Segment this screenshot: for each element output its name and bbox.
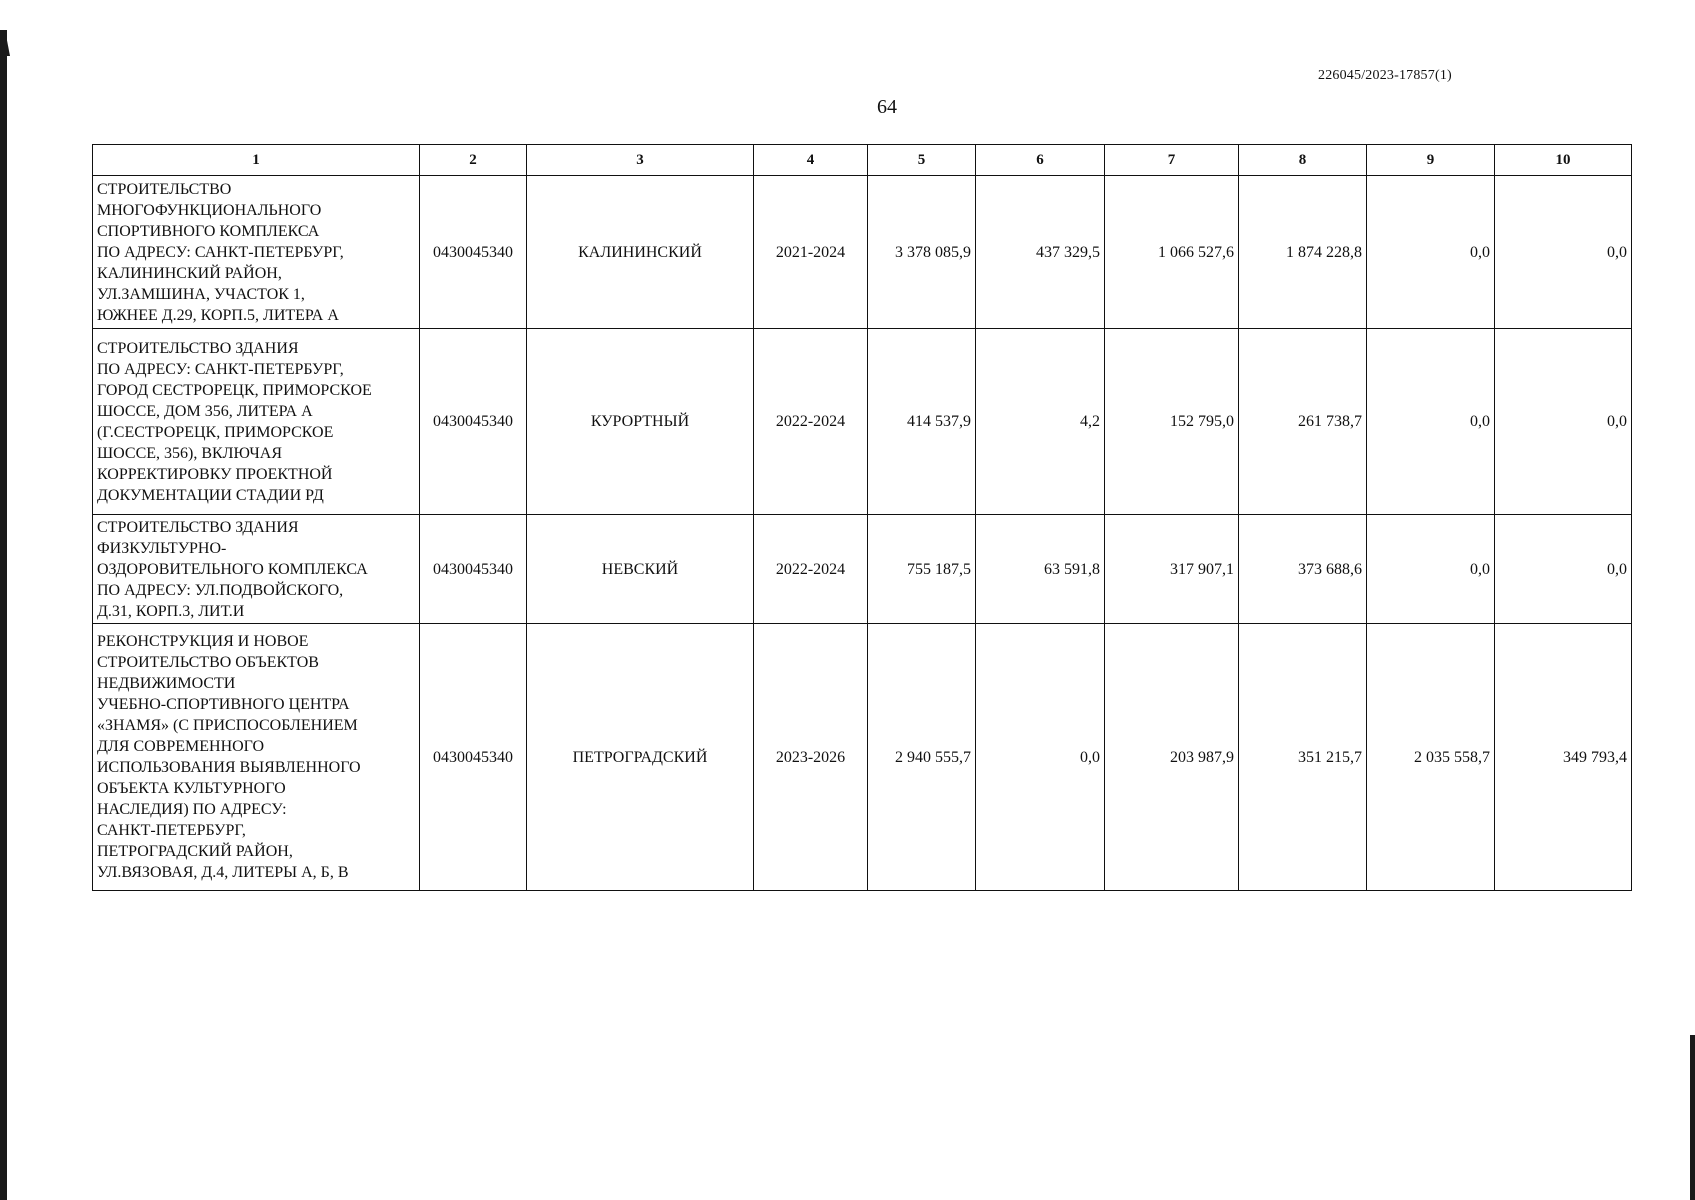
scan-edge-left: [0, 30, 7, 1200]
project-name-line: ШОССЕ, 356), ВКЛЮЧАЯ: [97, 444, 282, 462]
table-row: [93, 515, 1632, 624]
scan-edge-right: [1690, 1035, 1695, 1200]
value-cell-col6: 4,2: [976, 329, 1105, 515]
code-cell: 0430045340: [420, 624, 527, 891]
project-name-line: УЧЕБНО-СПОРТИВНОГО ЦЕНТРА: [97, 696, 350, 713]
value-cell-col5: 414 537,9: [868, 329, 976, 515]
project-name-line: ОЗДОРОВИТЕЛЬНОГО КОМПЛЕКСА: [97, 560, 368, 578]
project-name-line: СТРОИТЕЛЬСТВО: [97, 180, 232, 198]
project-name-line: НЕДВИЖИМОСТИ: [97, 675, 236, 692]
value-cell-col7: 203 987,9: [1105, 624, 1239, 891]
value-cell-col10: 349 793,4: [1495, 624, 1632, 891]
column-header: 3: [527, 145, 754, 176]
value-cell-col6: 63 591,8: [976, 515, 1105, 624]
project-name-line: СТРОИТЕЛЬСТВО ЗДАНИЯ: [97, 518, 299, 536]
value-cell-col8: 351 215,7: [1239, 624, 1367, 891]
project-name-cell: [93, 624, 420, 891]
page-number: 64: [877, 96, 897, 118]
project-name-line: ПО АДРЕСУ: САНКТ-ПЕТЕРБУРГ,: [97, 243, 344, 261]
project-name-cell: [93, 176, 420, 329]
project-name-line: ЮЖНЕЕ Д.29, КОРП.5, ЛИТЕРА А: [97, 306, 339, 324]
project-name-line: ШОССЕ, ДОМ 356, ЛИТЕРА А: [97, 402, 313, 420]
column-header: 5: [868, 145, 976, 176]
project-name-line: ОБЪЕКТА КУЛЬТУРНОГО: [97, 780, 286, 797]
project-name-line: КОРРЕКТИРОВКУ ПРОЕКТНОЙ: [97, 465, 333, 483]
project-name-line: МНОГОФУНКЦИОНАЛЬНОГО: [97, 201, 322, 219]
column-header: 7: [1105, 145, 1239, 176]
project-name-line: НАСЛЕДИЯ) ПО АДРЕСУ:: [97, 801, 287, 818]
project-name-line: ПО АДРЕСУ: УЛ.ПОДВОЙСКОГО,: [97, 581, 344, 599]
project-name-line: РЕКОНСТРУКЦИЯ И НОВОЕ: [97, 633, 309, 650]
data-table: [92, 144, 1632, 891]
project-name-cell: [93, 329, 420, 515]
value-cell-col7: 317 907,1: [1105, 515, 1239, 624]
district-cell: КАЛИНИНСКИЙ: [527, 176, 754, 329]
scan-edge-notch: [0, 30, 10, 56]
value-cell-col5: 755 187,5: [868, 515, 976, 624]
code-cell: 0430045340: [420, 176, 527, 329]
value-cell-col9: 0,0: [1367, 176, 1495, 329]
column-header: 1: [93, 145, 420, 176]
value-cell-col5: 3 378 085,9: [868, 176, 976, 329]
district-cell: НЕВСКИЙ: [527, 515, 754, 624]
project-name-line: СПОРТИВНОГО КОМПЛЕКСА: [97, 222, 320, 240]
project-name-line: ГОРОД СЕСТРОРЕЦК, ПРИМОРСКОЕ: [97, 381, 372, 399]
table-row: [93, 624, 1632, 891]
project-name-line: ПО АДРЕСУ: САНКТ-ПЕТЕРБУРГ,: [97, 360, 344, 378]
district-cell: КУРОРТНЫЙ: [527, 329, 754, 515]
value-cell-col8: 373 688,6: [1239, 515, 1367, 624]
code-cell: 0430045340: [420, 329, 527, 515]
column-header: 6: [976, 145, 1105, 176]
value-cell-col7: 1 066 527,6: [1105, 176, 1239, 329]
value-cell-col7: 152 795,0: [1105, 329, 1239, 515]
value-cell-col5: 2 940 555,7: [868, 624, 976, 891]
column-header: 8: [1239, 145, 1367, 176]
value-cell-col6: 437 329,5: [976, 176, 1105, 329]
project-name-line: СТРОИТЕЛЬСТВО ОБЪЕКТОВ: [97, 654, 319, 671]
period-cell: 2021-2024: [754, 176, 868, 329]
project-name-cell: [93, 515, 420, 624]
table-header-row: [93, 145, 1632, 176]
project-name-line: ДЛЯ СОВРЕМЕННОГО: [97, 738, 265, 755]
period-cell: 2022-2024: [754, 515, 868, 624]
column-header: 9: [1367, 145, 1495, 176]
project-name-line: КАЛИНИНСКИЙ РАЙОН,: [97, 264, 282, 282]
project-name-line: ИСПОЛЬЗОВАНИЯ ВЫЯВЛЕННОГО: [97, 759, 361, 776]
project-name-line: «ЗНАМЯ» (С ПРИСПОСОБЛЕНИЕМ: [97, 717, 358, 734]
table-row: [93, 329, 1632, 515]
value-cell-col10: 0,0: [1495, 329, 1632, 515]
project-name-line: СТРОИТЕЛЬСТВО ЗДАНИЯ: [97, 339, 299, 357]
value-cell-col6: 0,0: [976, 624, 1105, 891]
project-name-line: САНКТ-ПЕТЕРБУРГ,: [97, 822, 246, 839]
project-name-line: ФИЗКУЛЬТУРНО-: [97, 539, 227, 557]
code-cell: 0430045340: [420, 515, 527, 624]
value-cell-col9: 2 035 558,7: [1367, 624, 1495, 891]
project-name-line: Д.31, КОРП.3, ЛИТ.И: [97, 602, 245, 620]
period-cell: 2023-2026: [754, 624, 868, 891]
project-name-line: ПЕТРОГРАДСКИЙ РАЙОН,: [97, 843, 293, 860]
value-cell-col10: 0,0: [1495, 515, 1632, 624]
project-name-line: (Г.СЕСТРОРЕЦК, ПРИМОРСКОЕ: [97, 423, 334, 441]
value-cell-col8: 261 738,7: [1239, 329, 1367, 515]
value-cell-col9: 0,0: [1367, 515, 1495, 624]
district-cell: ПЕТРОГРАДСКИЙ: [527, 624, 754, 891]
document-reference-number: 226045/2023-17857(1): [1318, 68, 1452, 83]
column-header: 2: [420, 145, 527, 176]
column-header: 10: [1495, 145, 1632, 176]
project-name-line: УЛ.ЗАМШИНА, УЧАСТОК 1,: [97, 285, 305, 303]
column-header: 4: [754, 145, 868, 176]
table-row: [93, 176, 1632, 329]
value-cell-col8: 1 874 228,8: [1239, 176, 1367, 329]
project-name-line: УЛ.ВЯЗОВАЯ, Д.4, ЛИТЕРЫ А, Б, В: [97, 864, 349, 881]
value-cell-col10: 0,0: [1495, 176, 1632, 329]
project-name-line: ДОКУМЕНТАЦИИ СТАДИИ РД: [97, 486, 324, 504]
value-cell-col9: 0,0: [1367, 329, 1495, 515]
period-cell: 2022-2024: [754, 329, 868, 515]
